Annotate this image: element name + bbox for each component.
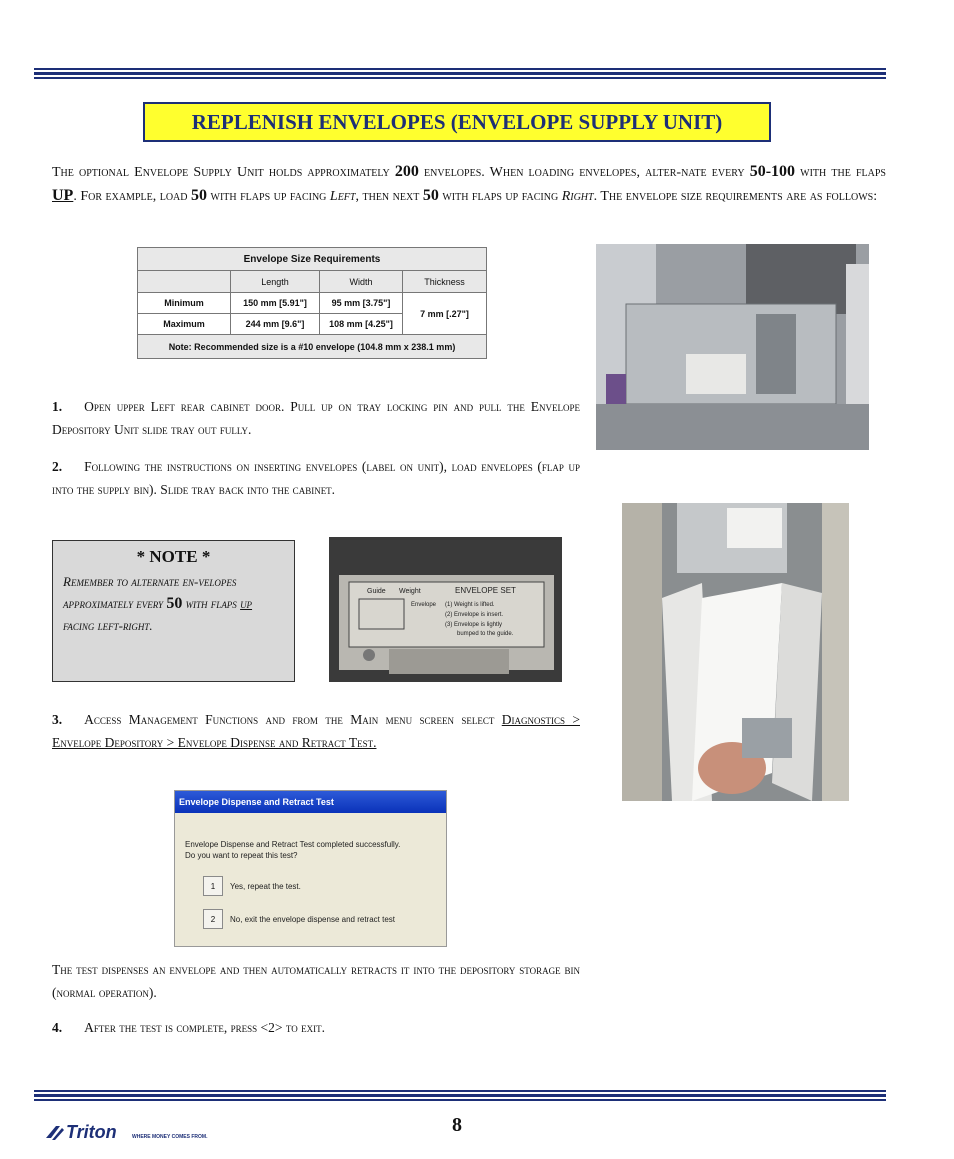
svg-text:Triton: Triton [66,1122,117,1142]
note-box [52,540,295,682]
test-dialog [174,790,447,947]
dialog-title: Envelope Dispense and Retract Test [175,791,446,813]
svg-text:ENVELOPE SET: ENVELOPE SET [455,586,516,595]
repeat-test-button[interactable]: 1 [203,876,223,896]
section-title: REPLENISH ENVELOPES (ENVELOPE SUPPLY UNIT) [191,109,723,134]
table-title: Envelope Size Requirements [138,248,487,271]
step-1: 1. Open upper Left rear cabinet door. Pull up on tray locking pin and pull the Envelope Depository Unit slide tray out fully. [52,399,580,437]
note-title: * NOTE * [136,547,211,566]
intro-paragraph: The optional Envelope Supply Unit holds approximately 200 envelopes. When loading envelopes, alter-nate every 50-100 with the flaps UP. For example, load 50 with flaps up facing Left, then next 50 with flaps up facing Right. The envelope size requirements are as follows: [52,163,886,204]
slide-tray-photo [596,244,869,450]
table-row: Maximum 244 mm [9.6"] 108 mm [4.25"] [138,314,487,335]
svg-text:Weight: Weight [399,588,421,595]
svg-text:Guide: Guide [367,588,386,595]
menu-path: Diagnostics > Envelope Depository > Envelope Dispense and Retract Test. [52,712,580,750]
dialog-message: Envelope Dispense and Retract Test completed successfully. Do you want to repeat this test? [185,840,401,860]
table-note: Note: Recommended size is a #10 envelope (104.8 mm x 238.1 mm) [138,335,487,359]
test-description: The test dispenses an envelope and then automatically retracts it into the depository storage bin (normal operation). [52,962,580,1000]
repeat-test-label: Yes, repeat the test. [230,882,301,891]
svg-text:WHERE MONEY COMES FROM.: WHERE MONEY COMES FROM. [132,1134,208,1140]
svg-text:(3) Envelope is lightly: (3) Envelope is lightly [445,622,503,628]
section-title-box [143,102,771,142]
note-body: Remember to alternate en-velopes approximately every 50 with flaps up facing left-right. [63,574,253,633]
step-2: 2. Following the instructions on inserting envelopes (label on unit), load envelopes (flap up into the supply bin). Slide tray back into the cabinet. [52,459,580,497]
envelope-size-table: Envelope Size Requirements Length Width Thickness Minimum 150 mm [5.91"] 95 mm [3.75"] 7 mm [.27"] Maximum 244 mm [9.6"] 108 mm [4.25"] Note: Recommended size is a #10 envelope (104.8 mm x 238.1 mm) [137,247,487,359]
exit-test-button[interactable]: 2 [203,909,223,929]
exit-test-label: No, exit the envelope dispense and retract test [230,915,395,924]
envelope-loading-photo [622,503,849,801]
step-4: 4. After the test is complete, press <2> to exit. [52,1020,325,1035]
unit-label-photo [329,537,562,682]
step-3: 3. Access Management Functions and from the Main menu screen select Diagnostics > Envelope Depository > Envelope Dispense and Retract Test. [52,712,580,750]
svg-text:(2) Envelope is insert.: (2) Envelope is insert. [445,612,504,618]
footer-rule [34,1090,886,1103]
page-number: 8 [452,1114,462,1136]
header-rule [34,68,886,81]
svg-text:(1) Weight is lifted.: (1) Weight is lifted. [445,602,495,608]
svg-text:bumped to the guide.: bumped to the guide. [457,631,514,637]
svg-text:Envelope: Envelope [411,602,437,608]
triton-logo [42,1118,222,1148]
table-row: Minimum 150 mm [5.91"] 95 mm [3.75"] 7 mm [.27"] [138,293,487,314]
